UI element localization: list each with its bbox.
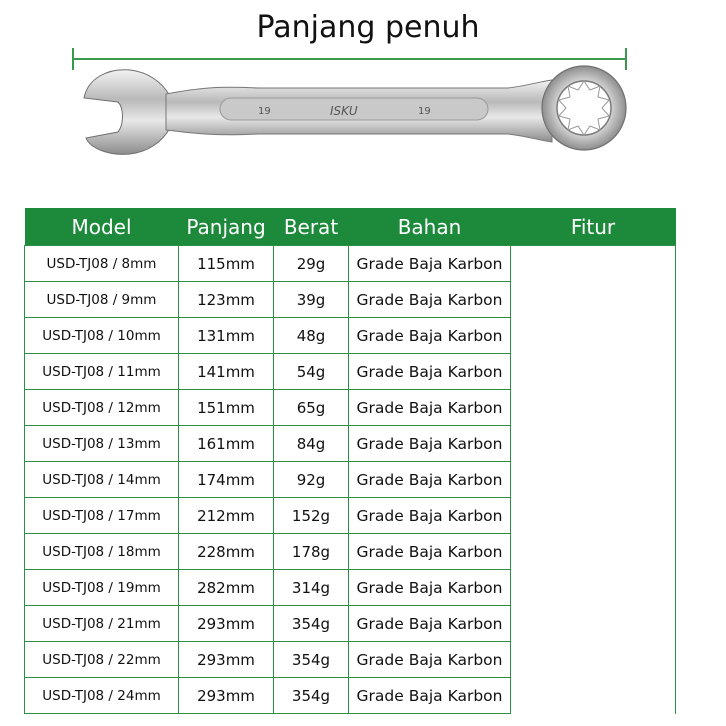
panjang-cell: 151mm xyxy=(179,390,274,426)
bahan-cell: Grade Baja Karbon xyxy=(349,642,511,678)
berat-cell: 84g xyxy=(274,426,349,462)
berat-cell: 92g xyxy=(274,462,349,498)
bahan-cell: Grade Baja Karbon xyxy=(349,318,511,354)
bahan-cell: Grade Baja Karbon xyxy=(349,282,511,318)
model-cell: USD-TJ08 / 17mm xyxy=(25,498,179,534)
berat-cell: 48g xyxy=(274,318,349,354)
model-cell: USD-TJ08 / 9mm xyxy=(25,282,179,318)
panjang-cell: 123mm xyxy=(179,282,274,318)
model-cell: USD-TJ08 / 21mm xyxy=(25,606,179,642)
panjang-cell: 131mm xyxy=(179,318,274,354)
berat-cell: 54g xyxy=(274,354,349,390)
bahan-cell: Grade Baja Karbon xyxy=(349,390,511,426)
berat-cell: 354g xyxy=(274,606,349,642)
model-cell: USD-TJ08 / 12mm xyxy=(25,390,179,426)
bahan-cell: Grade Baja Karbon xyxy=(349,606,511,642)
panjang-cell: 293mm xyxy=(179,642,274,678)
header-berat: Berat xyxy=(274,208,349,246)
header-model: Model xyxy=(25,208,179,246)
panjang-cell: 115mm xyxy=(179,246,274,282)
table-header-row xyxy=(25,208,676,246)
berat-cell: 65g xyxy=(274,390,349,426)
berat-cell: 178g xyxy=(274,534,349,570)
panjang-cell: 228mm xyxy=(179,534,274,570)
model-cell: USD-TJ08 / 22mm xyxy=(25,642,179,678)
berat-cell: 29g xyxy=(274,246,349,282)
panjang-cell: 161mm xyxy=(179,426,274,462)
bahan-cell: Grade Baja Karbon xyxy=(349,426,511,462)
berat-cell: 152g xyxy=(274,498,349,534)
berat-cell: 314g xyxy=(274,570,349,606)
header-fitur: Fitur xyxy=(511,208,676,246)
panjang-cell: 282mm xyxy=(179,570,274,606)
wrench-stamp-right: 19 xyxy=(418,106,431,117)
bahan-cell: Grade Baja Karbon xyxy=(349,462,511,498)
spec-table xyxy=(24,208,676,714)
panjang-cell: 174mm xyxy=(179,462,274,498)
table-row xyxy=(25,246,676,282)
bahan-cell: Grade Baja Karbon xyxy=(349,570,511,606)
dimension-tick-left xyxy=(72,48,74,70)
model-cell: USD-TJ08 / 8mm xyxy=(25,246,179,282)
panjang-cell: 141mm xyxy=(179,354,274,390)
panjang-cell: 212mm xyxy=(179,498,274,534)
panjang-cell: 293mm xyxy=(179,678,274,714)
bahan-cell: Grade Baja Karbon xyxy=(349,354,511,390)
wrench-image xyxy=(78,60,630,164)
model-cell: USD-TJ08 / 13mm xyxy=(25,426,179,462)
berat-cell: 39g xyxy=(274,282,349,318)
page-title: Panjang penuh xyxy=(256,10,480,45)
berat-cell: 354g xyxy=(274,642,349,678)
model-cell: USD-TJ08 / 19mm xyxy=(25,570,179,606)
bahan-cell: Grade Baja Karbon xyxy=(349,498,511,534)
header-panjang: Panjang xyxy=(179,208,274,246)
wrench-stamp-left: 19 xyxy=(258,106,271,117)
model-cell: USD-TJ08 / 14mm xyxy=(25,462,179,498)
bahan-cell: Grade Baja Karbon xyxy=(349,246,511,282)
model-cell: USD-TJ08 / 10mm xyxy=(25,318,179,354)
fitur-cell xyxy=(511,246,676,714)
model-cell: USD-TJ08 / 11mm xyxy=(25,354,179,390)
wrench-brand: ISKU xyxy=(330,104,358,118)
bahan-cell: Grade Baja Karbon xyxy=(349,678,511,714)
model-cell: USD-TJ08 / 18mm xyxy=(25,534,179,570)
berat-cell: 354g xyxy=(274,678,349,714)
model-cell: USD-TJ08 / 24mm xyxy=(25,678,179,714)
header-bahan: Bahan xyxy=(349,208,511,246)
bahan-cell: Grade Baja Karbon xyxy=(349,534,511,570)
panjang-cell: 293mm xyxy=(179,606,274,642)
